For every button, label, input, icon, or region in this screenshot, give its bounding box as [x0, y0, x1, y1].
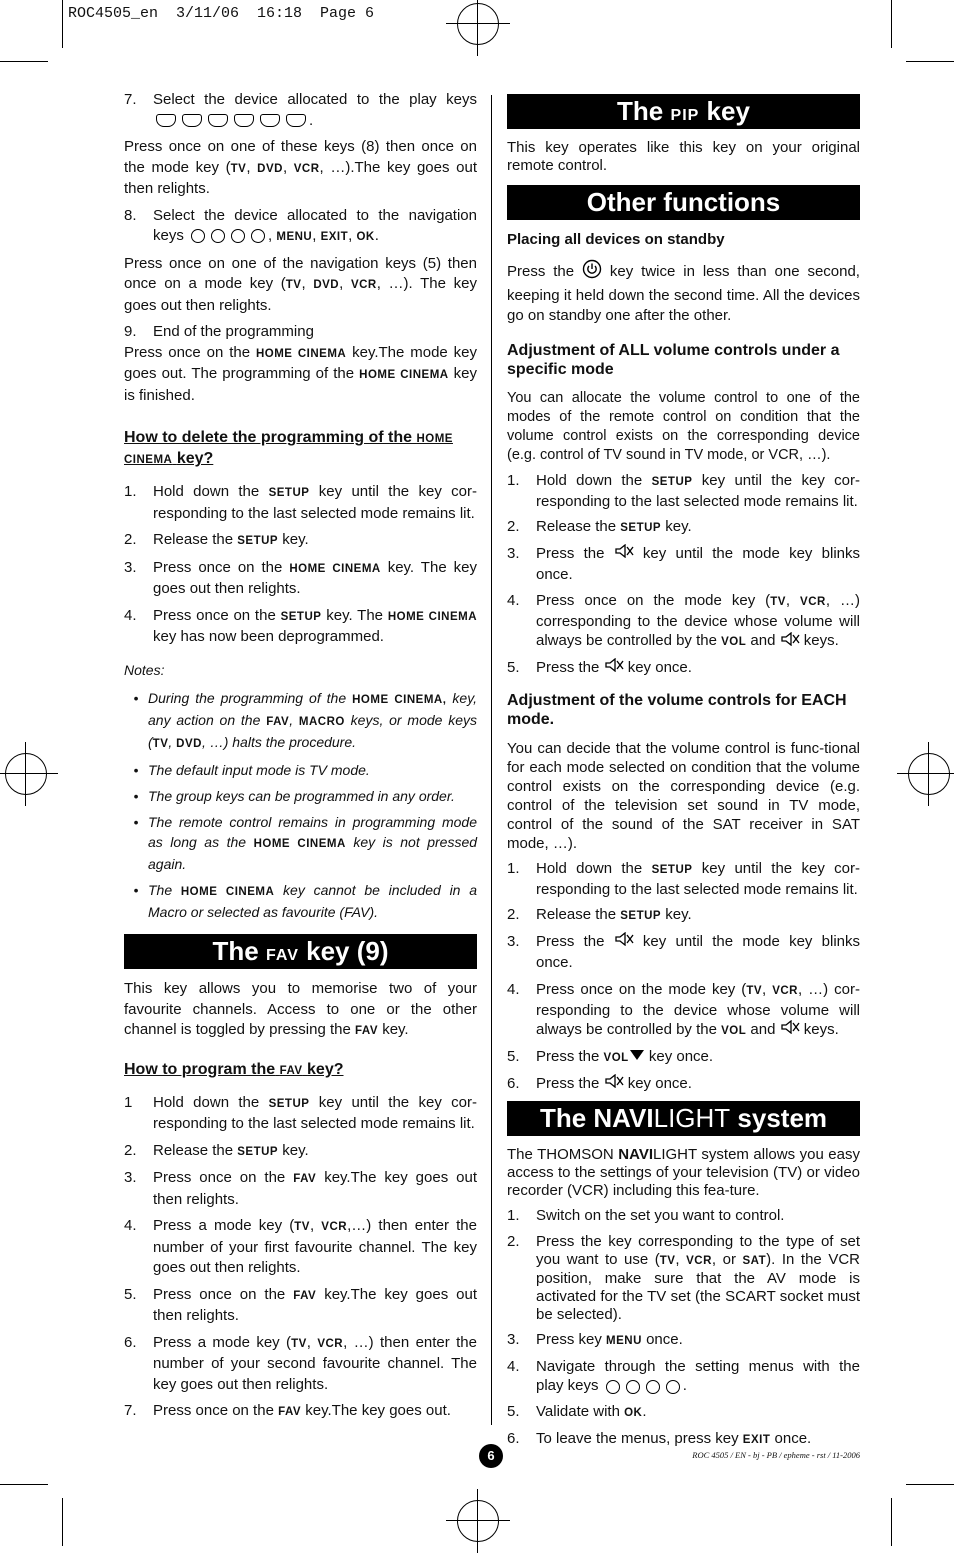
- mute-icon: [614, 932, 634, 953]
- paragraph: You can allocate the volume control to one of the modes of the remote control on condition that the volume control exists on the corresponding device (e.g. control of TV sound in TV mode, or VCR, …).: [507, 389, 860, 463]
- list-item: 9. End of the programming: [124, 323, 314, 341]
- list-item: 3. Press once on the HOME CINEMA key. The key goes out then relights.: [124, 558, 477, 598]
- list-item: 8. Select the device allocated to the navigation keys , MENU, EXIT, OK.: [124, 206, 477, 248]
- paragraph: Press once on the HOME CINEMA key.The mode key goes out. The programming of the HOME CINEMA key is finished.: [124, 343, 477, 404]
- registration-mark: [457, 1500, 499, 1542]
- left-column: [124, 90, 477, 1429]
- note-item: • The default input mode is TV mode.: [133, 762, 370, 779]
- list-item: 6. To leave the menus, press key EXIT once.: [507, 1430, 812, 1448]
- crop-mark: [891, 1498, 892, 1546]
- pip-key-banner: The PIP key: [507, 94, 860, 129]
- crop-mark: [906, 1484, 954, 1485]
- navigation-keys-icon: [188, 226, 268, 247]
- mute-icon: [604, 1074, 624, 1095]
- list-item: 4. Press once on the mode key (TV, VCR, …) cor-responding to the device whose volume will always be controlled by the VOL and keys.: [507, 980, 860, 1038]
- note-item: • The remote control remains in programming mode as long as the HOME CINEMA key is not pressed again.: [133, 814, 478, 873]
- note-item: • The group keys can be programmed in any order.: [133, 788, 455, 805]
- list-item: 4. Press once on the mode key (TV, VCR, …) corresponding to the device whose volume will always be controlled by the VOL and keys.: [507, 592, 860, 650]
- list-item: 2. Press the key corresponding to the type of set you want to use (TV, VCR, or SAT). In the VCR position, make sure that the AV mode is activated for the TV set (the SCART socket must be selected).: [507, 1232, 860, 1323]
- play-keys-icon: [153, 111, 309, 132]
- section-heading: How to delete the programming of the HOME CINEMA key?: [124, 429, 453, 468]
- other-functions-banner: Other functions: [507, 185, 860, 220]
- list-item: 1. Hold down the SETUP key until the key cor-responding to the last selected mode remains lit.: [507, 859, 860, 898]
- paragraph: Press once on one of these keys (8) then once on the mode key (TV, DVD, VCR, …).The key goes out then relights.: [124, 138, 477, 198]
- crop-mark: [0, 61, 48, 62]
- notes-title: Notes:: [124, 661, 165, 678]
- list-item: 6. Press a mode key (TV, VCR, …) then enter the number of your second favourite channel. The key goes out then relights.: [124, 1333, 477, 1393]
- list-item: 3. Press the key until the mode key blinks once.: [507, 933, 860, 972]
- crop-mark: [62, 1498, 63, 1546]
- list-item: 4. Press once on the SETUP key. The HOME CINEMA key has now been deprogrammed.: [124, 606, 477, 646]
- section-heading: Placing all devices on standby: [507, 231, 725, 248]
- crop-mark: [0, 1484, 48, 1485]
- list-item: 3. Press once on the FAV key.The key goes out then relights.: [124, 1169, 477, 1208]
- page-number: 6: [479, 1444, 503, 1468]
- volume-down-icon: [629, 1047, 645, 1068]
- fav-key-banner: The FAV key (9): [124, 934, 477, 969]
- list-item: 1. Hold down the SETUP key until the key cor-responding to the last selected mode remains lit.: [124, 483, 477, 522]
- list-item: 2. Release the SETUP key.: [124, 1141, 309, 1159]
- list-item: 6. Press the key once.: [507, 1074, 860, 1095]
- right-column: [507, 94, 860, 1457]
- column-divider: [491, 95, 492, 1425]
- registration-mark: [908, 753, 950, 795]
- list-item: 1 Hold down the SETUP key until the key cor-responding to the last selected mode remains lit.: [124, 1093, 477, 1133]
- mute-icon: [604, 658, 624, 679]
- list-item: 1. Switch on the set you want to control.: [507, 1207, 785, 1225]
- list-item: 4. Press a mode key (TV, VCR,…) then enter the number of your first favourite channel. The key goes out then relights.: [124, 1217, 477, 1277]
- section-heading: Adjustment of ALL volume controls under a specific mode: [507, 341, 840, 378]
- crop-mark: [906, 61, 954, 62]
- list-item: 2. Release the SETUP key.: [507, 905, 692, 923]
- list-item: 3. Press key MENU once.: [507, 1330, 683, 1348]
- list-item: 5. Press once on the FAV key.The key goes out then relights.: [124, 1285, 477, 1325]
- list-item: 5. Press the VOL key once.: [507, 1047, 860, 1069]
- crop-mark: [62, 0, 63, 48]
- print-header: ROC4505_en 3/11/06 16:18 Page 6: [68, 5, 375, 22]
- list-item: 5. Validate with OK.: [507, 1402, 647, 1420]
- note-item: • The HOME CINEMA key cannot be included in a Macro or selected as favourite (FAV).: [133, 882, 477, 921]
- crop-mark: [891, 0, 892, 48]
- list-item: 1. Hold down the SETUP key until the key cor-responding to the last selected mode remains lit.: [507, 471, 860, 510]
- power-icon: [582, 259, 602, 286]
- mute-icon: [780, 632, 800, 651]
- registration-mark: [5, 753, 47, 795]
- footer-reference: ROC 4505 / EN - bj - PB / epheme - rst / 11-2006: [692, 1450, 860, 1460]
- list-item: 2. Release the SETUP key.: [507, 517, 692, 535]
- list-item: 5. Press the key once.: [507, 658, 860, 679]
- paragraph: This key allows you to memorise two of your favourite channels. Access to one or the other channel is toggled by pressing the FAV key.: [124, 980, 477, 1039]
- list-item: 7. Press once on the FAV key.The key goes out.: [124, 1402, 451, 1420]
- list-item: 3. Press the key until the mode key blinks once.: [507, 545, 860, 583]
- registration-mark: [457, 3, 499, 45]
- navilight-banner: The NAVILIGHT system: [507, 1101, 860, 1136]
- paragraph: This key operates like this key on your original remote control.: [507, 139, 860, 174]
- section-heading: Adjustment of the volume controls for EACH mode.: [507, 691, 847, 728]
- list-item: 4. Navigate through the setting menus with the play keys .: [507, 1358, 860, 1395]
- mute-icon: [780, 1020, 800, 1039]
- paragraph: Press once on one of the navigation keys (5) then once on a mode key (TV, DVD, VCR, …). The key goes out then relights.: [124, 254, 477, 314]
- navigation-keys-icon: [603, 1377, 683, 1396]
- paragraph: You can decide that the volume control is func-tional for each mode selected on condition that the volume control exists on the corresponding device (e.g. control of the television set sound in TV mode, control of the sound of the SAT receiver in SAT mode, …).: [507, 739, 860, 852]
- list-item: 2. Release the SETUP key.: [124, 531, 309, 549]
- section-heading: How to program the FAV key?: [124, 1060, 344, 1078]
- list-item: 7. Select the device allocated to the play keys .: [124, 90, 477, 131]
- paragraph: The THOMSON NAVILIGHT system allows you easy access to the settings of your television (TV) or video recorder (VCR) including this fea-ture.: [507, 1146, 860, 1200]
- paragraph: Press the key twice in less than one second, keeping it held down the second time. All the devices go on standby one after the other.: [507, 259, 860, 327]
- note-item: • During the programming of the HOME CINEMA, key, any action on the FAV, MACRO keys, or mode keys (TV, DVD, …) halts the procedure.: [133, 690, 478, 751]
- mute-icon: [614, 544, 634, 565]
